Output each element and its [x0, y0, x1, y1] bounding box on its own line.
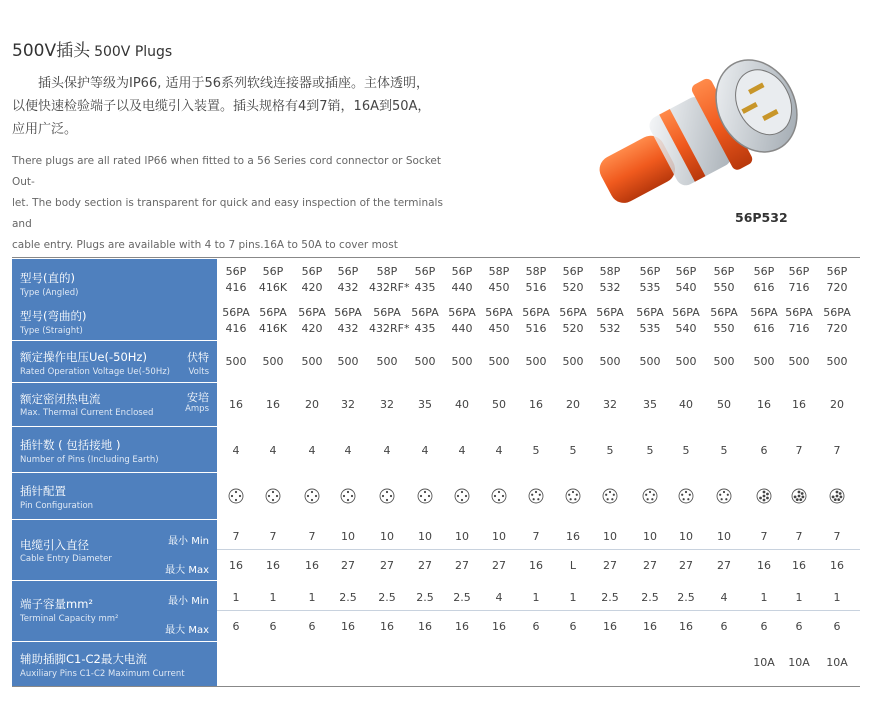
min-label: 最小 Min [168, 536, 209, 547]
table-cell: 10 [418, 530, 432, 543]
table-cell: 500 [488, 355, 510, 368]
table-cell: 500 [376, 355, 398, 368]
row-terminal-capacity [12, 581, 860, 641]
table-cell: 532 [599, 281, 621, 294]
table-cell: 27 [643, 559, 657, 572]
table-cell: 716 [788, 281, 810, 294]
table-cell: 500 [337, 355, 359, 368]
table-cell: 10 [341, 530, 355, 543]
min-label: 最小 Min [168, 596, 209, 607]
table-cell: 7 [760, 530, 768, 543]
table-cell: 56PA [559, 306, 587, 319]
table-cell: 435 [414, 281, 436, 294]
table-cell: 1 [269, 591, 277, 604]
table-cell: 7 [833, 530, 841, 543]
row-values [217, 581, 860, 641]
row-label [12, 581, 217, 641]
row-current [12, 383, 860, 426]
row-label [12, 427, 217, 472]
table-cell: 16 [305, 559, 319, 572]
table-cell: 56PA [222, 306, 250, 319]
table-cell: 6 [532, 620, 540, 633]
pin-configuration-icon [602, 488, 618, 504]
table-cell: 10 [717, 530, 731, 543]
label-cn: 辅助插脚C1-C2最大电流 [20, 652, 147, 666]
table-cell: 4 [269, 444, 277, 457]
label-en: Cable Entry Diameter [20, 554, 112, 564]
table-cell: 720 [826, 322, 848, 335]
row-label [12, 520, 217, 580]
table-cell: 16 [229, 559, 243, 572]
table-cell: 716 [788, 322, 810, 335]
table-cell: 5 [646, 444, 654, 457]
pin-configuration-icon [265, 488, 281, 504]
table-cell: 35 [418, 398, 432, 411]
table-cell: 27 [380, 559, 394, 572]
pin-configuration-icon [565, 488, 581, 504]
table-cell: 4 [495, 444, 503, 457]
table-cell: 500 [301, 355, 323, 368]
table-cell: 540 [675, 322, 697, 335]
table-cell: 500 [675, 355, 697, 368]
description-en-line-3: cable entry. Plugs are available with 4 to 7 pins.16A to 50A to cover most [12, 239, 398, 251]
unit-en: Volts [188, 367, 209, 377]
table-cell: 416 [225, 322, 247, 335]
row-label [12, 383, 217, 426]
title-en: 500V Plugs [94, 44, 173, 60]
table-cell: 56PA [750, 306, 778, 319]
table-cell: 58P [599, 265, 621, 278]
table-cell: 27 [341, 559, 355, 572]
table-cell: 56P [414, 265, 436, 278]
table-cell: 50 [492, 398, 506, 411]
row-values [217, 520, 860, 580]
table-cell: 16 [418, 620, 432, 633]
table-cell: 432 [337, 281, 359, 294]
row-type-straight [12, 300, 860, 340]
pin-configuration-icon [791, 488, 807, 504]
table-cell: 27 [418, 559, 432, 572]
label-en: Auxiliary Pins C1-C2 Maximum Current [20, 669, 185, 679]
table-cell: 5 [720, 444, 728, 457]
table-cell: 616 [753, 281, 775, 294]
table-cell: 1 [833, 591, 841, 604]
row-values [217, 427, 860, 472]
table-cell: 16 [679, 620, 693, 633]
table-cell: 16 [492, 620, 506, 633]
row-pin-config [12, 473, 860, 519]
table-cell: 420 [301, 281, 323, 294]
row-cable-entry [12, 520, 860, 580]
pin-configuration-icon [678, 488, 694, 504]
row-values [217, 383, 860, 426]
table-cell: 5 [532, 444, 540, 457]
table-cell: 50 [717, 398, 731, 411]
table-cell: 1 [795, 591, 803, 604]
table-cell: 7 [795, 530, 803, 543]
table-cell: 5 [682, 444, 690, 457]
table-cell: 7 [269, 530, 277, 543]
pin-configuration-icon [304, 488, 320, 504]
table-cell: 6 [720, 620, 728, 633]
row-label [12, 300, 217, 340]
pin-configuration-icon [829, 488, 845, 504]
table-cell: 4 [308, 444, 316, 457]
table-cell: 540 [675, 281, 697, 294]
table-cell: 6 [760, 620, 768, 633]
table-cell: 16 [830, 559, 844, 572]
table-cell: 56P [562, 265, 584, 278]
table-cell: 27 [603, 559, 617, 572]
description-cn: 插头保护等级为IP66, 适用于56系列软线连接器或插座。主体透明，以便快速检验端子以及电缆引入装置。插头规格有4到7销，16A到50A，应用广泛。 [12, 76, 431, 137]
table-cell: 1 [532, 591, 540, 604]
table-cell: 56P [451, 265, 473, 278]
table-cell: 10 [380, 530, 394, 543]
table-cell: 16 [792, 559, 806, 572]
table-cell: 56P [713, 265, 735, 278]
table-cell: L [569, 559, 577, 572]
table-cell: 500 [525, 355, 547, 368]
table-cell: 1 [308, 591, 316, 604]
table-cell: 27 [679, 559, 693, 572]
table-cell: 720 [826, 281, 848, 294]
table-cell: 500 [599, 355, 621, 368]
table-cell: 450 [488, 281, 510, 294]
row-values [217, 642, 860, 686]
table-cell: 4 [344, 444, 352, 457]
table-cell: 4 [495, 591, 503, 604]
row-pins [12, 427, 860, 472]
label-cn: 插针数 ( 包括接地 ) [20, 438, 121, 452]
table-cell: 56P [301, 265, 323, 278]
description-en-line-1: There plugs are all rated IP66 when fitted to a 56 Series cord connector or Socket Out- [12, 155, 441, 188]
table-cell: 16 [455, 620, 469, 633]
table-cell: 520 [562, 322, 584, 335]
table-cell: 435 [414, 322, 436, 335]
table-cell: 416K [258, 322, 288, 335]
table-cell: 10A [788, 656, 810, 669]
table-bottom-rule [12, 686, 860, 687]
table-cell: 27 [717, 559, 731, 572]
table-cell: 56PA [259, 306, 287, 319]
table-cell: 7 [532, 530, 540, 543]
table-cell: 500 [414, 355, 436, 368]
table-cell: 500 [451, 355, 473, 368]
table-cell: 56PA [411, 306, 439, 319]
table-cell: 16 [380, 620, 394, 633]
table-cell: 5 [606, 444, 614, 457]
table-cell: 516 [525, 322, 547, 335]
table-cell: 16 [792, 398, 806, 411]
table-cell: 1 [232, 591, 240, 604]
table-top-rule [12, 257, 860, 258]
table-cell: 440 [451, 322, 473, 335]
table-cell: 56PA [485, 306, 513, 319]
table-cell: 56PA [448, 306, 476, 319]
row-values [217, 300, 860, 340]
table-cell: 550 [713, 322, 735, 335]
table-cell: 56P [262, 265, 284, 278]
row-values [217, 341, 860, 382]
table-cell: 58P [488, 265, 510, 278]
table-cell: 4 [458, 444, 466, 457]
table-cell: 16 [757, 398, 771, 411]
table-cell: 16 [341, 620, 355, 633]
table-cell: 56PA [823, 306, 851, 319]
table-cell: 16 [529, 398, 543, 411]
product-model-caption: 56P532 [735, 210, 788, 225]
row-label [12, 473, 217, 519]
row-label [12, 642, 217, 686]
table-cell: 56PA [334, 306, 362, 319]
label-cn: 型号(弯曲的) [20, 309, 87, 323]
table-cell: 4 [720, 591, 728, 604]
table-cell: 16 [529, 559, 543, 572]
table-cell: 500 [225, 355, 247, 368]
label-en: Number of Pins (Including Earth) [20, 455, 159, 465]
table-cell: 6 [760, 444, 768, 457]
table-cell: 16 [229, 398, 243, 411]
table-cell: 10 [679, 530, 693, 543]
unit-en: Amps [185, 404, 209, 414]
row-type-angled [12, 259, 860, 300]
unit-cn: 伏特 [187, 351, 209, 364]
table-cell: 2.5 [339, 591, 357, 604]
table-cell: 20 [830, 398, 844, 411]
table-cell: 4 [421, 444, 429, 457]
table-cell: 2.5 [416, 591, 434, 604]
row-label [12, 341, 217, 382]
table-cell: 27 [455, 559, 469, 572]
table-cell: 4 [383, 444, 391, 457]
label-cn: 电缆引入直径 [20, 538, 89, 552]
table-cell: 7 [833, 444, 841, 457]
table-cell: 432RF* [369, 322, 410, 335]
table-cell: 10 [643, 530, 657, 543]
table-cell: 5 [569, 444, 577, 457]
unit-cn: 安培 [187, 391, 209, 404]
table-cell: 7 [308, 530, 316, 543]
table-cell: 6 [795, 620, 803, 633]
table-cell: 4 [232, 444, 240, 457]
label-en: Rated Operation Voltage Ue(-50Hz) [20, 367, 170, 377]
table-cell: 16 [603, 620, 617, 633]
table-cell: 2.5 [601, 591, 619, 604]
table-cell: 2.5 [641, 591, 659, 604]
table-cell: 20 [305, 398, 319, 411]
table-cell: 56PA [373, 306, 401, 319]
table-cell: 56P [826, 265, 848, 278]
table-cell: 500 [826, 355, 848, 368]
table-cell: 440 [451, 281, 473, 294]
pin-configuration-icon [379, 488, 395, 504]
table-cell: 416K [258, 281, 288, 294]
row-values [217, 259, 860, 300]
table-cell: 56PA [785, 306, 813, 319]
row-auxiliary [12, 642, 860, 686]
table-cell: 32 [341, 398, 355, 411]
table-cell: 16 [266, 559, 280, 572]
table-cell: 16 [566, 530, 580, 543]
table-cell: 500 [262, 355, 284, 368]
table-cell: 516 [525, 281, 547, 294]
table-cell: 2.5 [677, 591, 695, 604]
table-cell: 16 [757, 559, 771, 572]
table-cell: 1 [569, 591, 577, 604]
table-cell: 10A [826, 656, 848, 669]
table-cell: 56P [788, 265, 810, 278]
table-cell: 10 [455, 530, 469, 543]
table-cell: 40 [679, 398, 693, 411]
row-values [217, 473, 860, 519]
table-cell: 6 [232, 620, 240, 633]
pin-configuration-icon [642, 488, 658, 504]
table-cell: 56PA [596, 306, 624, 319]
pin-configuration-icon [454, 488, 470, 504]
table-cell: 56P [639, 265, 661, 278]
max-label: 最大 Max [165, 625, 209, 636]
table-cell: 616 [753, 322, 775, 335]
table-cell: 416 [225, 281, 247, 294]
table-cell: 500 [788, 355, 810, 368]
table-cell: 2.5 [453, 591, 471, 604]
table-cell: 535 [639, 322, 661, 335]
label-cn: 型号(直的) [20, 271, 75, 285]
table-cell: 432RF* [369, 281, 410, 294]
table-cell: 56PA [298, 306, 326, 319]
row-voltage [12, 341, 860, 382]
pin-configuration-icon [340, 488, 356, 504]
label-en: Max. Thermal Current Enclosed [20, 408, 154, 418]
table-cell: 432 [337, 322, 359, 335]
plug-product-image [560, 30, 820, 210]
table-cell: 535 [639, 281, 661, 294]
table-cell: 10A [753, 656, 775, 669]
table-cell: 550 [713, 281, 735, 294]
table-cell: 58P [525, 265, 547, 278]
table-cell: 32 [603, 398, 617, 411]
table-cell: 58P [376, 265, 398, 278]
label-cn: 额定操作电压Ue(-50Hz) [20, 350, 147, 364]
table-cell: 1 [760, 591, 768, 604]
table-cell: 500 [713, 355, 735, 368]
label-en: Terminal Capacity mm² [20, 614, 119, 624]
table-cell: 6 [269, 620, 277, 633]
table-cell: 420 [301, 322, 323, 335]
table-cell: 520 [562, 281, 584, 294]
table-cell: 10 [492, 530, 506, 543]
table-cell: 20 [566, 398, 580, 411]
table-cell: 16 [266, 398, 280, 411]
max-label: 最大 Max [165, 565, 209, 576]
table-cell: 56P [675, 265, 697, 278]
table-cell: 500 [639, 355, 661, 368]
table-cell: 6 [569, 620, 577, 633]
table-cell: 10 [603, 530, 617, 543]
table-cell: 450 [488, 322, 510, 335]
label-en: Pin Configuration [20, 501, 94, 511]
page-title [12, 36, 172, 61]
table-cell: 56PA [710, 306, 738, 319]
table-cell: 16 [643, 620, 657, 633]
table-cell: 7 [795, 444, 803, 457]
label-en: Type (Straight) [20, 326, 83, 336]
table-cell: 32 [380, 398, 394, 411]
table-cell: 6 [308, 620, 316, 633]
label-cn: 额定密闭热电流 [20, 392, 101, 406]
row-label [12, 259, 217, 300]
pin-configuration-icon [528, 488, 544, 504]
table-cell: 500 [753, 355, 775, 368]
table-cell: 500 [562, 355, 584, 368]
table-cell: 56P [225, 265, 247, 278]
table-cell: 40 [455, 398, 469, 411]
table-cell: 56PA [636, 306, 664, 319]
title-cn: 500V插头 [12, 41, 91, 61]
pin-configuration-icon [417, 488, 433, 504]
label-cn: 端子容量mm² [20, 597, 94, 611]
table-cell: 56P [753, 265, 775, 278]
label-cn: 插针配置 [20, 484, 66, 498]
table-cell: 56P [337, 265, 359, 278]
table-cell: 35 [643, 398, 657, 411]
table-cell: 56PA [672, 306, 700, 319]
pin-configuration-icon [756, 488, 772, 504]
table-cell: 6 [833, 620, 841, 633]
table-cell: 27 [492, 559, 506, 572]
table-cell: 2.5 [378, 591, 396, 604]
label-en: Type (Angled) [20, 288, 79, 298]
description-en-line-2: let. The body section is transparent for quick and easy inspection of the terminals and [12, 197, 443, 230]
table-cell: 56PA [522, 306, 550, 319]
pin-configuration-icon [716, 488, 732, 504]
table-cell: 7 [232, 530, 240, 543]
table-cell: 532 [599, 322, 621, 335]
pin-configuration-icon [491, 488, 507, 504]
pin-configuration-icon [228, 488, 244, 504]
